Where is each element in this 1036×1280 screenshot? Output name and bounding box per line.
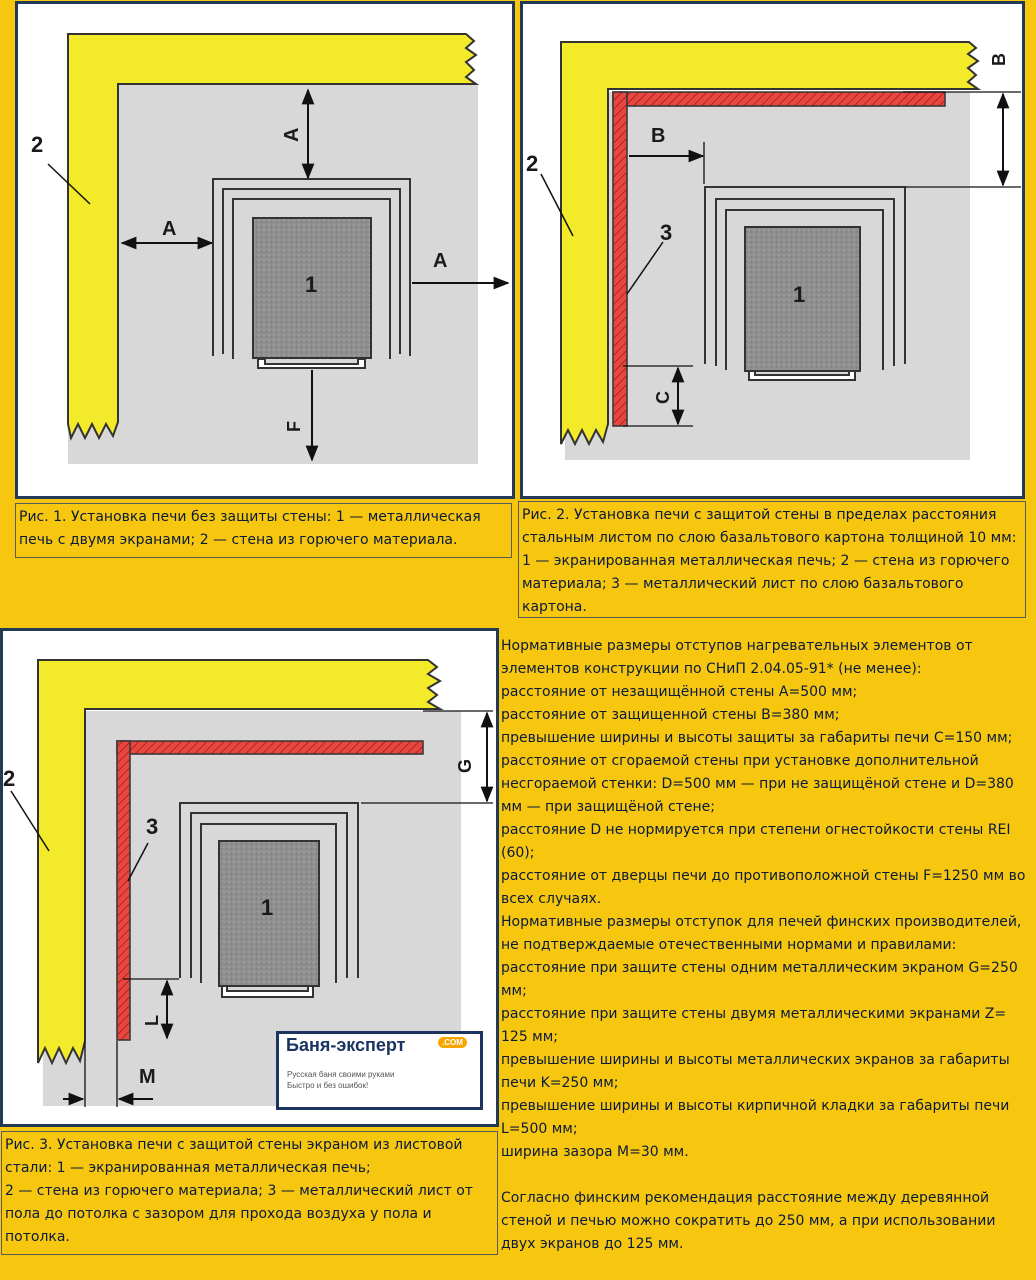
site-watermark	[276, 1031, 483, 1110]
figure-2-caption: Рис. 2. Установка печи с защитой стены в пределах расстояния стальным листом по слою базальтового картона толщиной 10 мм: 1 — экранированная металлическая печь; 2 — стена из горючего материала; 3 — металлический лист по слою базальтового картона.	[518, 501, 1026, 618]
figure-3-caption: Рис. 3. Установка печи с защитой стены экраном из листовой стали: 1 — экранированная металлическая печь; 2 — стена из горючего материала; 3 — металлический лист от пола до потолка с зазором для прохода воздуха у пола и потолка.	[1, 1131, 498, 1255]
figure-2-drawing	[523, 4, 1022, 496]
figure-1	[15, 1, 515, 499]
label-wall: 2	[3, 766, 16, 791]
watermark-line2: Быстро и без ошибок!	[287, 1081, 369, 1090]
label-overhang: L	[142, 1015, 162, 1026]
norms-text: Нормативные размеры отступов нагревательных элементов от элементов конструкции по СНиП 2.04.05-91* (не менее): расстояние от незащищённой стены A=500 мм; расстояние от защищенной стены B=380 мм; превышение ширины и высоты защиты за габариты печи C=150 мм; расстояние от сгораемой стены при установке дополнительной несгораемой стенки: D=500 мм — при не защищёной стене и D=380 мм — при защищёной стене; расстояние D не нормируется при степени огнестойкости стены REI (60); расстояние от дверцы печи до противоположной стены F=1250 мм во всех случаях. Нормативные размеры отступок для печей финских производителей, не подтверждаемые отечественными нормами и правилами: расстояние при защите стены одним металлическим экраном G=250 мм; расстояние при защите стены двумя металлическими экранами Z= 125 мм; превышение ширины и высоты металлических экранов за габариты печи K=250 мм; превышение ширины и высоты кирпичной кладки за габариты печи L=500 мм; ширина зазора M=30 мм. Согласно финским рекомендация расстояние между деревянной стеной и печью можно сократить до 250 мм, а при использовании двух экранов до 125 мм.	[501, 635, 1035, 1256]
figure-2	[520, 1, 1025, 499]
label-overhang: C	[653, 391, 673, 404]
figure-1-caption: Рис. 1. Установка печи без защиты стены: 1 — металлическая печь с двумя экранами; 2 — стена из горючего материала.	[15, 503, 512, 558]
watermark-badge: .COM	[438, 1037, 467, 1048]
metal-sheet-side	[117, 741, 130, 1040]
label-stove: 1	[793, 282, 806, 307]
watermark-title: Баня-эксперт	[286, 1035, 406, 1055]
label-dist-front: F	[284, 421, 304, 432]
label-dist-top: A	[281, 127, 303, 142]
label-sheet: 3	[146, 814, 159, 839]
paragraph-gap	[501, 1164, 1035, 1187]
label-dist-right: A	[433, 250, 448, 272]
label-stove: 1	[305, 272, 318, 297]
label-dist-left: A	[162, 218, 177, 240]
metal-sheet-top	[613, 92, 945, 106]
figure-3	[0, 628, 499, 1127]
watermark-line1: Русская баня своими руками	[287, 1070, 395, 1079]
metal-sheet-side	[613, 92, 627, 426]
label-dist-top: B	[989, 53, 1009, 66]
figure-1-drawing	[18, 4, 512, 496]
label-sheet: 3	[660, 220, 673, 245]
label-dist-left: B	[651, 125, 666, 147]
label-dist-top: G	[455, 758, 475, 773]
label-wall: 2	[526, 151, 539, 176]
metal-sheet-top	[117, 741, 423, 754]
label-gap: M	[139, 1066, 156, 1088]
label-stove: 1	[261, 895, 274, 920]
label-wall: 2	[31, 132, 44, 157]
